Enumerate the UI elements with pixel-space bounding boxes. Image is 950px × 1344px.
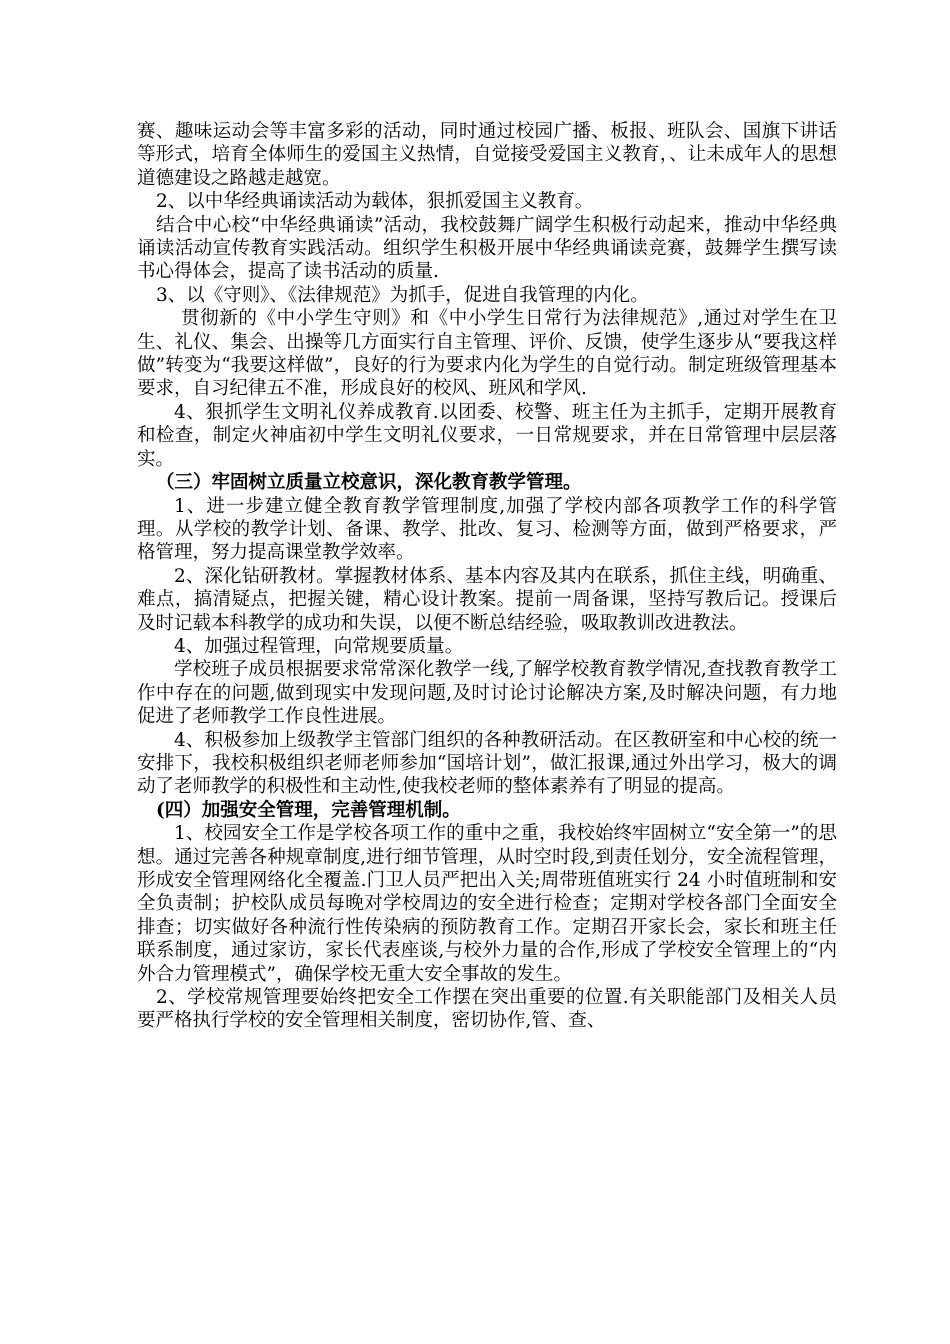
paragraph-classics-reading: 结合中心校“中华经典诵读”活动，我校鼓舞广阔学生积极行动起来，推动中华经典诵读活动宣传教育实践活动。组织学生积极开展中华经典诵读竞赛，鼓舞学生撰写读书心得体会，提高了读书活动的质量. (137, 214, 837, 283)
paragraph-routine-management: 2、学校常规管理要始终把安全工作摆在突出重要的位置.有关职能部门及相关人员要严格执行学校的安全管理相关制度，密切协作,管、查、 (137, 987, 837, 1032)
paragraph-teaching-system: 1、进一步建立健全教育教学管理制度,加强了学校内部各项教学工作的科学管理。从学校的教学计划、备课、教学、批改、复习、检测等方面，做到严格要求，严格管理，努力提高课堂教学效率。 (137, 495, 837, 564)
paragraph-rules-implementation: 贯彻新的《中小学生守则》和《中小学生日常行为法律规范》,通过对学生在卫生、礼仪、集会、出操等几方面实行自主管理、评价、反馈，使学生逐步从“要我这样做”转变为“我要这样做”，良好的行为要求内化为学生的自觉行动。制定班级管理基本要求，自习纪律五不准，形成良好的校风、班风和学风. (137, 308, 837, 400)
paragraph-rules-heading: 3、以《守则》、《法律规范》为抓手，促进自我管理的内化。 (156, 284, 649, 306)
paragraph-etiquette-education: 4、狠抓学生文明礼仪养成教育.以团委、校警、班主任为主抓手，定期开展教育和检查，制定火神庙初中学生文明礼仪要求，一日常规要求，并在日常管理中层层落实。 (137, 401, 837, 470)
paragraph-process-management: 学校班子成员根据要求常常深化教学一线,了解学校教育教学情况,查找教育教学工作中存在的问题,做到现实中发现问题,及时讨论讨论解决方案,及时解决问题，有力地促进了老师教学工作良性进展。 (137, 659, 837, 728)
paragraph-textbook-study: 2、深化钻研教材。掌握教材体系、基本内容及其内在联系，抓住主线，明确重、难点，搞清疑点，把握关键，精心设计教案。提前一周备课，坚持写教后记。授课后及时记载本科教学的成功和失误，以便不断总结经验，吸取教训改进教法。 (137, 565, 837, 634)
paragraph-process-management-heading: 4、加强过程管理，向常规要质量。 (174, 635, 464, 657)
paragraph-teaching-research: 4、积极参加上级教学主管部门组织的各种教研活动。在区教研室和中心校的统一安排下，我校积极组织老师老师参加“国培计划”，做汇报课,通过外出学习，极大的调动了老师教学的积极性和主动性,使我校老师的整体素养有了明显的提高。 (137, 729, 837, 798)
paragraph-patriotic-activities: 赛、趣味运动会等丰富多彩的活动，同时通过校园广播、板报、班队会、国旗下讲话等形式，培育全体师生的爱国主义热情，自觉接受爱国主义教育，、让未成年人的思想道德建设之路越走越宽。 (137, 121, 837, 189)
section-heading-quality: （三）牢固树立质量立校意识，深化教育教学管理。 (156, 472, 582, 494)
paragraph-classics-reading-heading: 2、以中华经典诵读活动为载体，狠抓爱国主义教育。 (156, 191, 594, 213)
paragraph-campus-safety: 1、校园安全工作是学校各项工作的重中之重，我校始终牢固树立“安全第一”的思想。通过完善各种规章制度,进行细节管理，从时空时段,到责任划分，安全流程管理，形成安全管理网络化全覆盖.门卫人员严把出入关;周带班值班实行 24 小时值班制和安全负责制；护校队成员每晚对学校周边的安全进行检查；定期对学校各部门全面安全排查；切实做好各种流行性传染病的预防教育工作。定期召开家长会，家长和班主任联系制度，通过家访，家长代表座谈,与校外力量的合作,形成了学校安全管理上的“内外合力管理模式”，确保学校无重大安全事故的发生。 (137, 823, 837, 985)
document-body (137, 120, 837, 1033)
section-heading-safety: (四）加强安全管理，完善管理机制。 (156, 799, 461, 821)
